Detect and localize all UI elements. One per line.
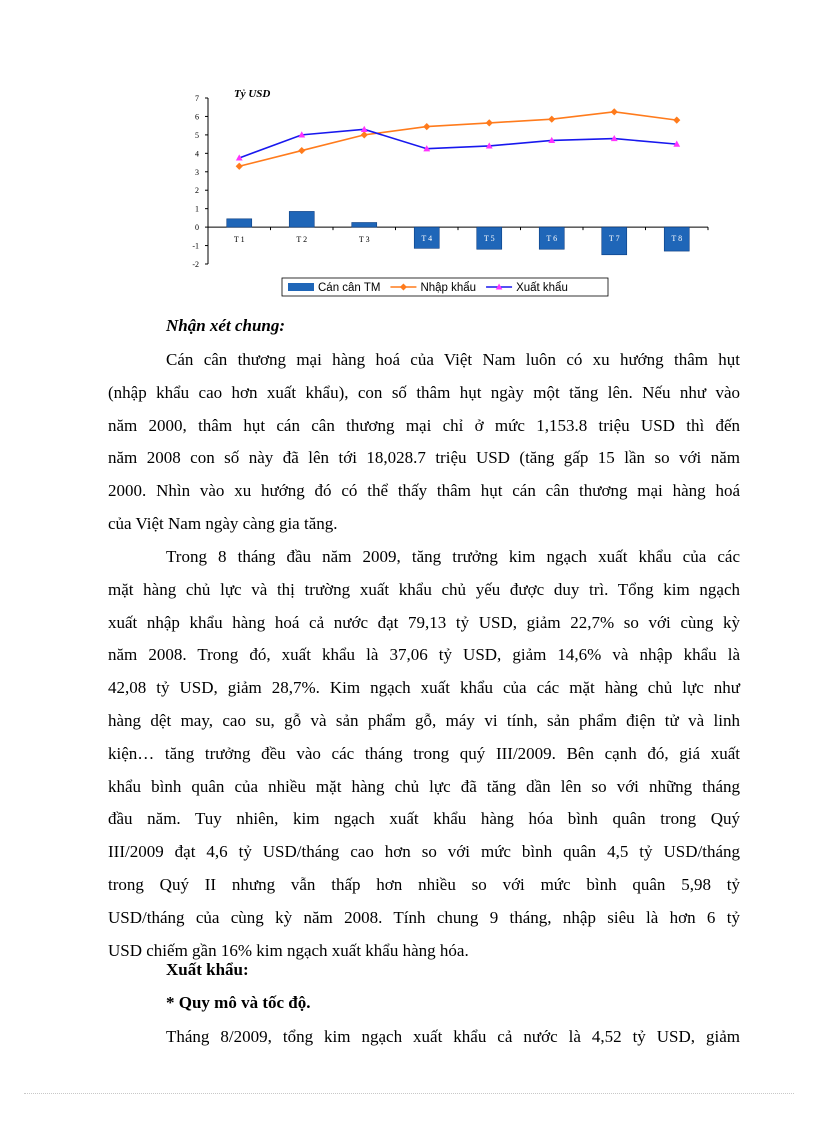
trade-balance-chart	[176, 82, 716, 302]
paragraph-line: của Việt Nam ngày càng gia tăng.	[108, 513, 338, 533]
paragraph-line: năm 2008. Trong đó, xuất khẩu là 37,06 tỷ USD, giảm 14,6% và nhập khẩu là	[108, 645, 740, 665]
paragraph-line: hàng dệt may, cao su, gỗ và sản phẩm gỗ, máy vi tính, sản phẩm điện tử và linh	[108, 710, 740, 730]
y-tick-label: 0	[195, 223, 199, 233]
paragraph-line: khẩu bình quân của nhiều mặt hàng chủ lực đã tăng dần lên so với những tháng	[108, 776, 740, 796]
y-tick-label: 7	[195, 94, 199, 103]
x-tick-label: T 3	[358, 235, 370, 245]
export-heading: Xuất khẩu:	[166, 960, 249, 979]
paragraph-line: USD chiếm gần 16% kim ngạch xuất khẩu hàng hóa.	[108, 940, 469, 960]
x-tick-label: T 5	[483, 234, 495, 244]
x-tick-label: T 1	[233, 235, 245, 245]
general-comment-heading	[166, 316, 285, 336]
legend-swatch	[288, 283, 314, 291]
y-tick-label: -1	[192, 241, 199, 251]
y-tick-label: -2	[192, 260, 199, 269]
x-tick-label: T 4	[421, 234, 433, 244]
paragraph-line: trong Quý II nhưng vẫn thấp hơn nhiều so với mức bình quân 5,98 tỷ	[108, 874, 740, 894]
paragraph-line: III/2009 đạt 4,6 tỷ USD/tháng cao hơn so với mức bình quân 4,5 tỷ USD/tháng	[108, 842, 740, 862]
series-line	[239, 129, 677, 158]
paragraph-line: năm 2000, thâm hụt cán cân thương mại chỉ ở mức 1,153.8 triệu USD thì đến	[108, 415, 740, 435]
general-comment-heading-colon: :	[279, 316, 286, 335]
y-tick-label: 2	[195, 186, 199, 196]
data-point	[298, 147, 305, 154]
x-tick-label: T 7	[608, 234, 620, 244]
y-tick-label: 3	[195, 167, 199, 177]
data-point	[548, 116, 555, 123]
paragraph-line: xuất nhập khẩu hàng hoá cả nước đạt 79,13 tỷ USD, giảm 22,7% so với cùng kỳ	[108, 612, 740, 632]
legend-label: Nhập khẩu	[420, 282, 477, 294]
data-point	[423, 123, 430, 130]
paragraph-line: năm 2008 con số này đã lên tới 18,028.7 triệu USD (tăng gấp 15 lần so với năm	[108, 448, 740, 468]
paragraph-trade-deficit	[108, 344, 740, 541]
paragraph-line: 42,08 tỷ USD, giảm 28,7%. Kim ngạch xuất khẩu của các mặt hàng chủ lực như	[108, 678, 740, 698]
general-comment-heading-text: Nhận xét chung	[166, 316, 280, 335]
paragraph-line: 2000. Nhìn vào xu hướng đó có thể thấy thâm hụt cán cân thương mại hàng hoá	[108, 481, 740, 501]
x-tick-label: T 2	[296, 235, 308, 245]
data-point	[673, 117, 680, 124]
paragraph-line: kiện… tăng trưởng đều vào các tháng trong quý III/2009. Bên cạnh đó, giá xuất	[108, 743, 740, 763]
y-axis-title: Tỷ USD	[234, 88, 271, 100]
paragraph-line: mặt hàng chủ lực và thị trường xuất khẩu chủ yếu được duy trì. Tổng kim ngạch	[108, 579, 740, 599]
data-point	[236, 163, 243, 170]
page-bottom-rule	[24, 1093, 794, 1094]
paragraph-line: USD/tháng của cùng kỳ năm 2008. Tính chung 9 tháng, nhập siêu là hơn 6 tỷ	[108, 907, 740, 927]
y-tick-label: 4	[195, 149, 199, 159]
bar	[352, 223, 377, 228]
paragraph-line: Tháng 8/2009, tổng kim ngạch xuất khẩu cả nước là 4,52 tỷ USD, giảm	[166, 1027, 740, 1046]
data-point	[361, 131, 368, 138]
paragraph-eight-months	[108, 541, 740, 967]
y-tick-label: 5	[195, 130, 199, 140]
legend-label: Cán cân TM	[318, 282, 381, 294]
data-point	[611, 108, 618, 115]
legend-label: Xuất khẩu	[516, 282, 568, 294]
x-tick-label: T 8	[671, 234, 683, 244]
paragraph-line: (nhập khẩu cao hơn xuất khẩu), con số thâm hụt ngày một tăng lên. Nếu như vào	[108, 382, 740, 402]
bar	[289, 211, 314, 227]
bar	[227, 219, 252, 227]
x-tick-label: T 6	[546, 234, 558, 244]
scale-speed-heading: * Quy mô và tốc độ.	[166, 993, 311, 1012]
paragraph-august	[108, 1021, 740, 1054]
data-point	[486, 119, 493, 126]
paragraph-line: đầu năm. Tuy nhiên, kim ngạch xuất khẩu hàng hóa bình quân trong Quý	[108, 809, 740, 829]
y-tick-label: 6	[195, 112, 199, 122]
paragraph-line: Cán cân thương mại hàng hoá của Việt Nam luôn có xu hướng thâm hụt	[166, 350, 740, 369]
y-tick-label: 1	[195, 204, 199, 214]
chart-canvas	[176, 82, 716, 302]
paragraph-line: Trong 8 tháng đầu năm 2009, tăng trưởng kim ngạch xuất khẩu của các	[166, 547, 740, 566]
